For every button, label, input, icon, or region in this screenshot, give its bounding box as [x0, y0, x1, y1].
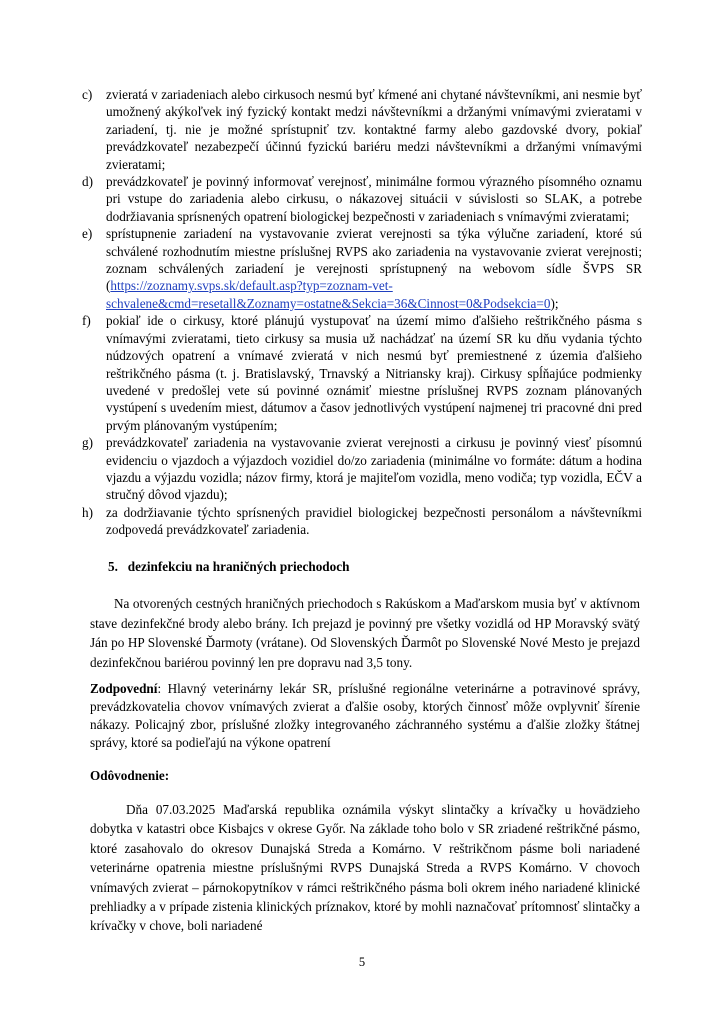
- list-marker: d): [82, 174, 93, 190]
- list-item-text: pokiaľ ide o cirkusy, ktoré plánujú vystupovať na území mimo ďalšieho reštrikčného pásma s vnímavými zvieratami, tieto cirkusy sa musia už nachádzať na území SR ku dňu vydania týchto núdzových opatrení a vnímavé zvieratá v nich nesmú byť premiestnené z územia ďalšieho reštrikčného pásma (t. j. Bratislavský, Trnavský a Nitriansky kraj). Cirkusy spĺňajúce podmienky uvedené v predošlej vete sú povinné oznámiť miestne príslušnej RVPS zoznam plánovaných vystúpení s uvedením miest, dátumov a časov jednotlivých vystúpení najmenej tri pracovné dni pred prvým plánovaným vystúpením;: [106, 313, 642, 433]
- responsible-label: Zodpovední: [90, 681, 158, 696]
- list-item: [82, 312, 642, 434]
- list-item: [82, 173, 642, 225]
- list-item-text: [106, 225, 642, 312]
- list-marker: e): [82, 226, 93, 242]
- list-item-text-before: sprístupnenie zariadení na vystavovanie zvierat verejnosti sa týka výlučne zariadení, ktoré sú schválené rozhodnutím miestne príslušnej RVPS ako zariadenia na vystavovanie zvierat verejnosti; zoznam schválených zariadení je verejnosti sprístupnený na webovom sídle ŠVPS SR (: [106, 226, 642, 294]
- justification-paragraph: Dňa 07.03.2025 Maďarská republika oznámila výskyt slintačky a krívačky u hovädzieho dobytka v katastri obce Kisbajcs v okrese Győr. Na základe toho bolo v SR zriadené reštrikčné pásmo, ktoré zasahovalo do okresov Dunajská Streda a Komárno. V reštrikčnom pásme boli nariadené veterinárne opatrenia miestne príslušnými RVPS Dunajská Streda a RVPS Komárno. V chovoch vnímavých zvierat – párnokopytníkov v rámci reštrikčného pásma boli okrem iného nariadené klinické prehliadky a v prípade zistenia klinických príznakov, ktoré by mohli naznačovať prítomnosť slintačky a krívačky v chove, boli nariadené: [90, 802, 640, 934]
- justification-heading: Odôvodnenie:: [90, 768, 170, 783]
- border-crossing-paragraph: Na otvorených cestných hraničných priechodoch s Rakúskom a Maďarskom musia byť v aktívnom stave dezinfekčné brody alebo brány. Ich prejazd je povinný pre všetky vozidlá od HP Moravský svätý Ján po HP Slovenské Ďarmoty (vrátane). Od Slovenských Ďarmôt po Slovenské Nové Mesto je prejazd dezinfekčnou bariérou povinný len pre dopravu nad 3,5 tony.: [90, 596, 640, 670]
- list-marker: c): [82, 87, 93, 102]
- list-marker: h): [82, 504, 93, 520]
- measures-list: [82, 86, 642, 539]
- responsible-text: : Hlavný veterinárny lekár SR, príslušné regionálne veterinárne a potravinové správy, prevádzkovatelia chovov vnímavých zvierat a ďalšie osoby, ktorých činnosť môže ovplyvniť šírenie nákazy. Policajný zbor, príslušné zložky integrovaného záchranného systému a ďalšie zložky štátnej správy, ktoré sa podieľajú na výkone opatrení: [90, 681, 640, 750]
- svps-registry-link[interactable]: https://zoznamy.svps.sk/default.asp?typ=zoznam-vet-schvalene&cmd=resetall&Zoznamy=ostatne&Sekcia=36&Cinnost=0&Podsekcia=0: [106, 278, 551, 311]
- list-item: [82, 504, 642, 539]
- page-number: 5: [358, 955, 366, 969]
- list-item: [82, 434, 642, 504]
- list-marker: f): [82, 313, 91, 329]
- list-item: [82, 86, 642, 173]
- list-item-text: prevádzkovateľ je povinný informovať verejnosť, minimálne formou výrazného písomného oznamu pri vstupe do zariadenia alebo cirkusu, o nákazovej situácii v súvislosti so SLAK, a potrebe dodržiavania sprísnených opatrení biologickej bezpečnosti v zariadeniach s vnímavými zvieratami;: [106, 174, 642, 224]
- list-item: [82, 225, 642, 312]
- list-item-text-after: );: [550, 295, 559, 311]
- section-heading: 5. dezinfekciu na hraničných priechodoch: [108, 559, 350, 574]
- list-item-text: prevádzkovateľ zariadenia na vystavovanie zvierat verejnosti a cirkusu je povinný viesť písomnú evidenciu o vjazdoch a výjazdoch vozidiel do/zo zariadenia (minimálne vo formáte: dátum a hodina vjazdu a výjazdu vozidla; názov firmy, ktorá je majiteľom vozidla, meno vodiča; typ vozidla, EČV a stručný dôvod vjazdu);: [106, 435, 642, 503]
- list-marker: g): [82, 435, 93, 451]
- responsible-paragraph: [90, 680, 640, 752]
- list-item-text: zvieratá v zariadeniach alebo cirkusoch nesmú byť kŕmené ani chytané návštevníkmi, ani nesmie byť umožnený akýkoľvek iný fyzický kontakt medzi návštevníkmi a držanými vnímavými zvieratami v zariadení, tj. nie je možné sprístupniť tzv. kontaktné farmy alebo gazdovské dvory, pokiaľ prevádzkovateľ nezabezpečí účinnú fyzickú bariéru medzi návštevníkmi a držanými vnímavými zvieratami;: [106, 87, 642, 172]
- list-item-text: za dodržiavanie týchto sprísnených pravidiel biologickej bezpečnosti personálom a návštevníkmi zodpovedá prevádzkovateľ zariadenia.: [106, 504, 642, 538]
